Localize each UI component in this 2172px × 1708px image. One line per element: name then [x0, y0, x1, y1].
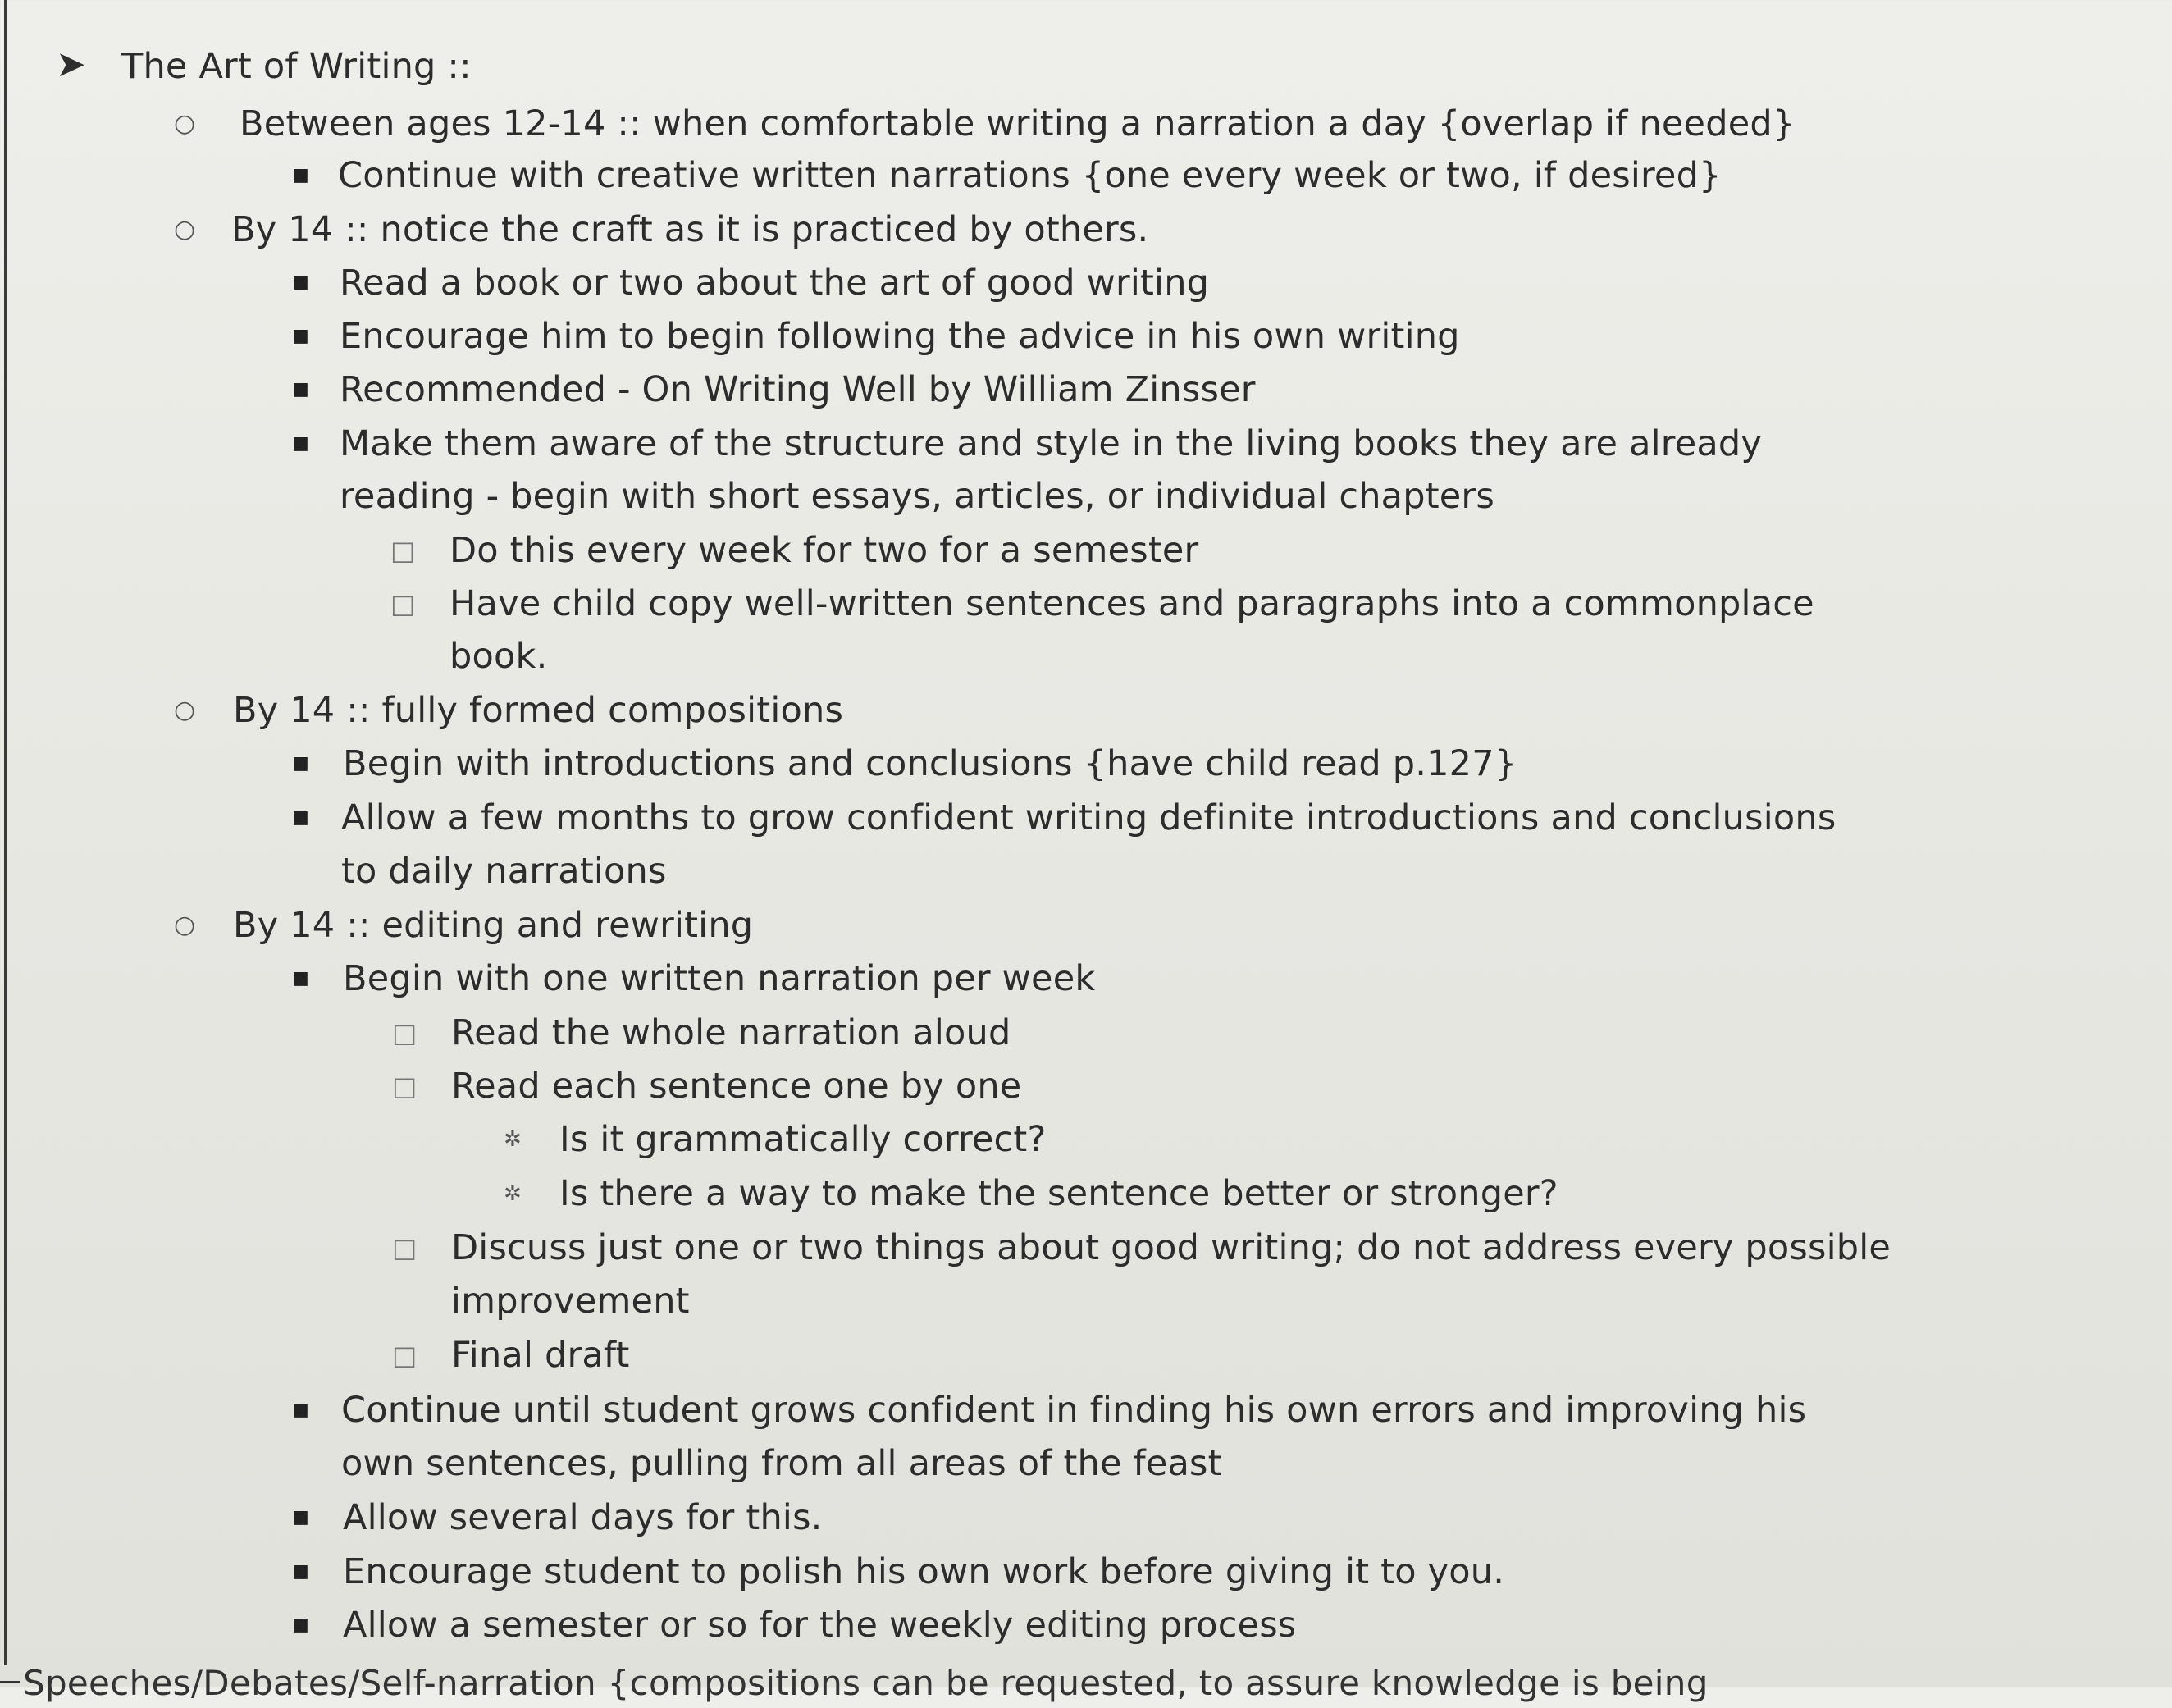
square-bullet-icon: ■	[292, 1507, 309, 1528]
section-heading: By 14 :: notice the craft as it is practiced by others.	[231, 209, 1149, 250]
list-item: Allow a few months to grow confident writing definite introductions and conclusions	[341, 797, 1837, 838]
list-item-continuation: reading - begin with short essays, articles, or individual chapters	[340, 476, 1494, 517]
list-item-continuation: own sentences, pulling from all areas of the feast	[341, 1443, 1222, 1484]
open-square-bullet-icon: □	[390, 588, 416, 619]
list-item: Read a book or two about the art of good writing	[340, 263, 1210, 304]
square-bullet-icon: ■	[292, 807, 309, 828]
sub-list-item: Read each sentence one by one	[451, 1066, 1022, 1107]
square-bullet-icon: ■	[292, 1400, 309, 1420]
section-heading: By 14 :: fully formed compositions	[233, 690, 844, 731]
sub-list-item: Discuss just one or two things about good writing; do not address every possible	[451, 1227, 1891, 1268]
footer-dash	[0, 1681, 20, 1683]
list-item: Encourage him to begin following the advice in his own writing	[340, 316, 1460, 357]
sub-list-item: Final draft	[451, 1335, 630, 1376]
list-item: Allow a semester or so for the weekly editing process	[343, 1605, 1297, 1646]
list-item: Begin with introductions and conclusions {have child read p.127}	[343, 743, 1517, 784]
list-item-continuation: to daily narrations	[341, 851, 667, 892]
circle-bullet-icon: ○	[174, 911, 196, 939]
list-item: Recommended - On Writing Well by William Zinsser	[340, 369, 1256, 410]
square-bullet-icon: ■	[292, 968, 309, 989]
section-heading: By 14 :: editing and rewriting	[233, 905, 754, 946]
sub-sub-list-item: Is it grammatically correct?	[559, 1119, 1047, 1160]
outline-title: The Art of Writing ::	[121, 46, 472, 87]
square-bullet-icon: ■	[292, 326, 309, 346]
open-square-bullet-icon: □	[392, 1071, 418, 1102]
list-item: Begin with one written narration per week	[343, 958, 1096, 999]
open-square-bullet-icon: □	[392, 1340, 418, 1371]
square-bullet-icon: ■	[292, 753, 309, 774]
open-square-bullet-icon: □	[392, 1017, 418, 1048]
sub-sub-list-item: Is there a way to make the sentence better or stronger?	[559, 1173, 1558, 1214]
margin-line	[4, 0, 7, 1665]
list-item: Make them aware of the structure and style in the living books they are already	[340, 423, 1763, 464]
open-square-bullet-icon: □	[392, 1232, 418, 1263]
list-item: Continue until student grows confident in finding his own errors and improving his	[341, 1390, 1807, 1431]
sub-list-item-continuation: book.	[449, 636, 548, 677]
circle-bullet-icon: ○	[174, 215, 196, 244]
square-bullet-icon: ■	[292, 1614, 309, 1635]
square-bullet-icon: ■	[292, 1561, 309, 1582]
sub-list-item: Have child copy well-written sentences and paragraphs into a commonplace	[449, 583, 1814, 624]
sub-list-item-continuation: improvement	[451, 1281, 690, 1322]
list-item: Allow several days for this.	[343, 1497, 823, 1538]
circle-bullet-icon: ○	[174, 696, 196, 724]
circle-bullet-icon: ○	[174, 109, 196, 138]
arrow-bullet-icon: ➤	[56, 43, 86, 85]
list-item: Continue with creative written narrations {one every week or two, if desired}	[338, 155, 1722, 196]
square-bullet-icon: ■	[292, 379, 309, 400]
footer-text: Speeches/Debates/Self-narration {compositions can be requested, to assure knowledge is being	[23, 1663, 1709, 1703]
section-heading: Between ages 12-14 :: when comfortable writing a narration a day {overlap if needed}	[240, 103, 1796, 144]
star-bullet-icon: ✲	[504, 1181, 522, 1206]
square-bullet-icon: ■	[292, 433, 309, 454]
square-bullet-icon: ■	[292, 272, 309, 293]
open-square-bullet-icon: □	[390, 535, 416, 566]
sub-list-item: Do this every week for two for a semester	[449, 530, 1199, 571]
sub-list-item: Read the whole narration aloud	[451, 1012, 1011, 1053]
list-item: Encourage student to polish his own work before giving it to you.	[343, 1551, 1505, 1592]
star-bullet-icon: ✲	[504, 1127, 522, 1152]
square-bullet-icon: ■	[292, 165, 309, 185]
